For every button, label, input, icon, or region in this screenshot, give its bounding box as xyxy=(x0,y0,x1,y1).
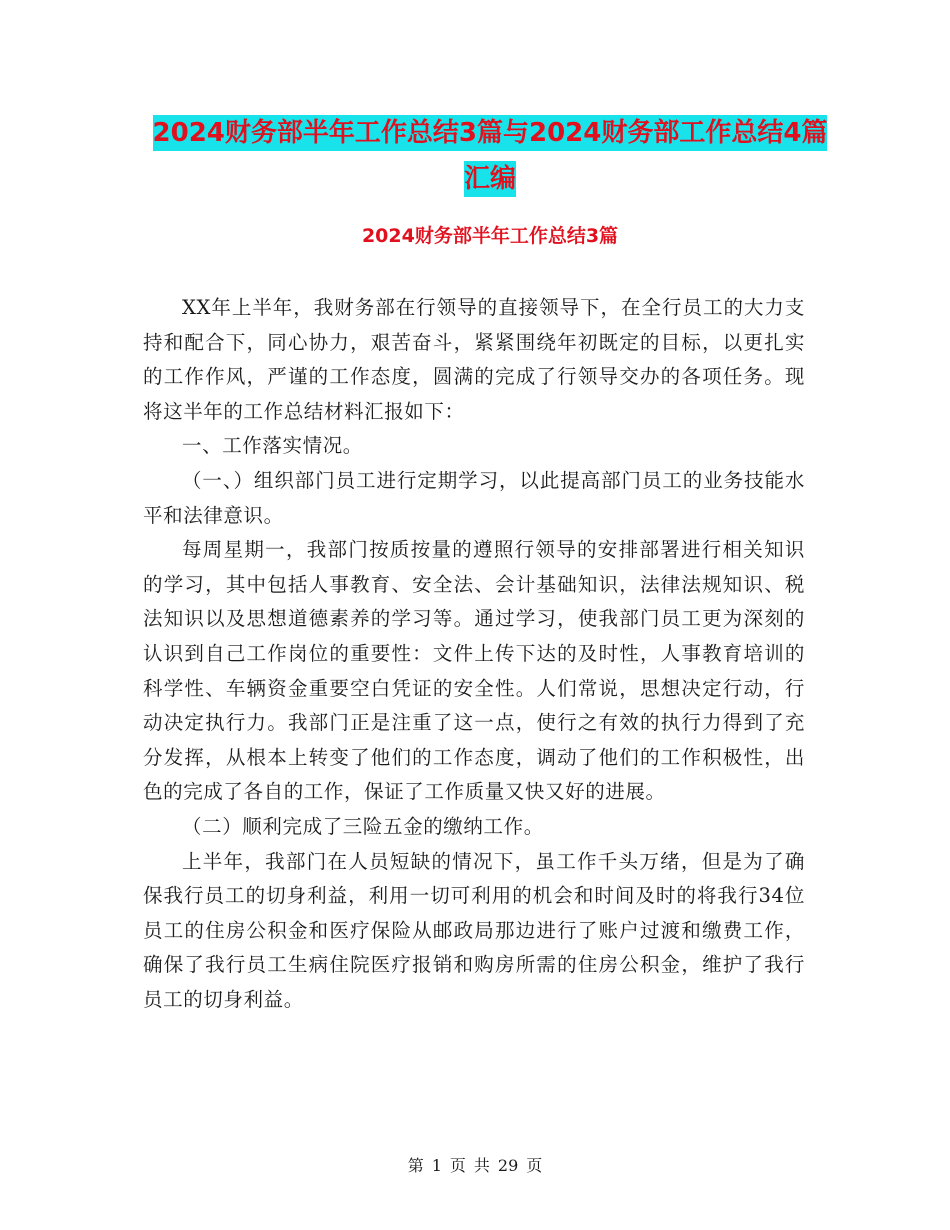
paragraph-intro: XX年上半年，我财务部在行领导的直接领导下，在全行员工的大力支持和配合下，同心协力，艰苦奋斗，紧紧围绕年初既定的目标，以更扎实的工作作风，严谨的工作态度，圆满的完成了行领导交办的各项任务。现将这半年的工作总结材料汇报如下： xyxy=(143,296,805,423)
paragraph-section-heading: 一、工作落实情况。 xyxy=(182,434,363,458)
document-title xyxy=(140,110,840,202)
title-highlight: 2024财务部半年工作总结3篇与2024财务部工作总结4篇汇编 xyxy=(153,115,828,197)
section-heading: 2024财务部半年工作总结3篇 xyxy=(361,225,619,247)
page-label-suffix: 页 xyxy=(526,1156,543,1175)
current-page-number: 1 xyxy=(431,1156,442,1175)
total-pages-number: 29 xyxy=(497,1156,519,1175)
page-footer xyxy=(0,1153,950,1176)
paragraph-item-2-body: 上半年，我部门在人员短缺的情况下，虽工作千头万绪，但是为了确保我行员工的切身利益，利用一切可利用的机会和时间及时的将我行34位员工的住房公积金和医疗保险从邮政局那边进行了账户过渡和缴费工作，确保了我行员工生病住院医疗报销和购房所需的住房公积金，维护了我行员工的切身利益。 xyxy=(143,849,805,1011)
paragraph-item-1-body: 每周星期一，我部门按质按量的遵照行领导的安排部署进行相关知识的学习，其中包括人事教育、安全法、会计基础知识，法律法规知识、税法知识以及思想道德素养的学习等。通过学习，使我部门员工更为深刻的认识到自己工作岗位的重要性：文件上传下达的及时性，人事教育培训的科学性、车辆资金重要空白凭证的安全性。人们常说，思想决定行动，行动决定执行力。我部门正是注重了这一点，使行之有效的执行力得到了充分发挥，从根本上转变了他们的工作态度，调动了他们的工作积极性，出色的完成了各自的工作，保证了工作质量又快又好的进展。 xyxy=(143,538,805,804)
paragraph-item-1-heading: （一、）组织部门员工进行定期学习，以此提高部门员工的业务技能水平和法律意识。 xyxy=(143,468,805,527)
paragraph-item-2-heading: （二）顺利完成了三险五金的缴纳工作。 xyxy=(182,814,544,838)
document-body xyxy=(143,291,805,1017)
page-label-mid2: 共 xyxy=(473,1156,490,1175)
page-label-prefix: 第 xyxy=(407,1156,424,1175)
page-label-mid1: 页 xyxy=(449,1156,466,1175)
